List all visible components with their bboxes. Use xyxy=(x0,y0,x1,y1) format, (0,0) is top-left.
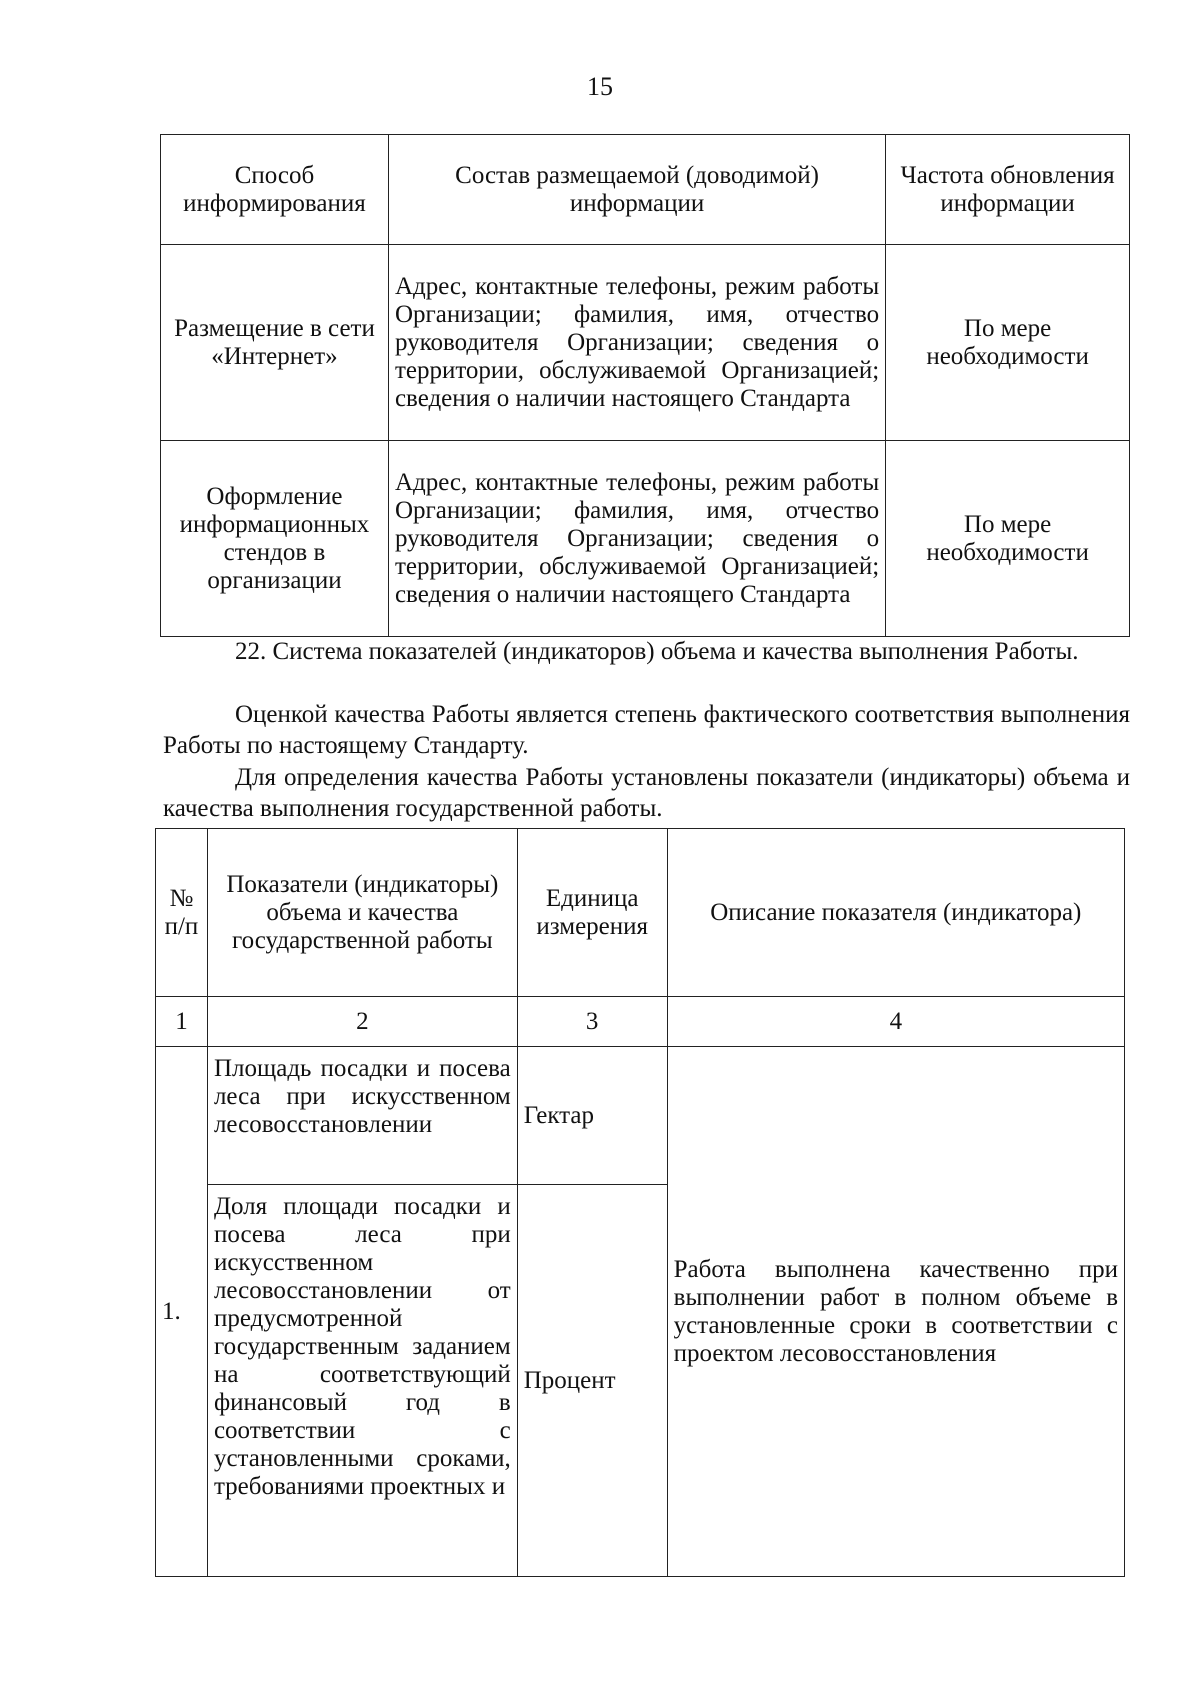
method-cell: Оформление информационных стендов в организации xyxy=(161,441,389,637)
column-number: 3 xyxy=(517,997,667,1047)
frequency-cell: По мере необходимости xyxy=(886,441,1130,637)
paragraph-text: Оценкой качества Работы является степень фактического соответствия выполнения Работы по настоящему Стандарту. xyxy=(163,701,1130,759)
content-cell: Адрес, контактные телефоны, режим работы Организации; фамилия, имя, отчество руководителя Организации; сведения о территории, обслуживаемой Организацией; сведения о наличии настоящего Стандарта xyxy=(388,441,885,637)
column-number: 1 xyxy=(156,997,208,1047)
table-row xyxy=(156,1047,1125,1185)
description-cell: Работа выполнена качественно при выполнении работ в полном объеме в установленные сроки в соответствии с проектом лесовосстановления xyxy=(667,1047,1124,1577)
information-methods-table xyxy=(160,134,1130,637)
header-content: Состав размещаемой (доводимой) информации xyxy=(388,135,885,245)
header-frequency: Частота обновления информации xyxy=(886,135,1130,245)
indicators-table xyxy=(155,828,1125,1577)
paragraph-quality xyxy=(163,699,1130,761)
header-description: Описание показателя (индикатора) xyxy=(667,829,1124,997)
header-unit: Единица измерения xyxy=(517,829,667,997)
table-header-row xyxy=(156,829,1125,997)
frequency-cell: По мере необходимости xyxy=(886,245,1130,441)
table-header-row xyxy=(161,135,1130,245)
indicator-cell: Доля площади посадки и посева леса при искусственном лесовосстановлении от предусмотренной государственным заданием на соответствующий финансовый год в соответствии с установленными сроками, требованиями проектных и xyxy=(207,1185,517,1577)
column-numbers-row xyxy=(156,997,1125,1047)
content-cell: Адрес, контактные телефоны, режим работы Организации; фамилия, имя, отчество руководителя Организации; сведения о территории, обслуживаемой Организацией; сведения о наличии настоящего Стандарта xyxy=(388,245,885,441)
indicator-cell: Площадь посадки и посева леса при искусственном лесовосстановлении xyxy=(207,1047,517,1185)
header-method: Способ информирования xyxy=(161,135,389,245)
method-cell: Размещение в сети «Интернет» xyxy=(161,245,389,441)
paragraph-22 xyxy=(163,636,1130,667)
unit-cell: Гектар xyxy=(517,1047,667,1185)
table-row xyxy=(161,441,1130,637)
paragraph-text: Для определения качества Работы установлены показатели (индикаторы) объема и качества выполнения государственной работы. xyxy=(163,764,1130,822)
unit-cell: Процент xyxy=(517,1185,667,1577)
page-number: 15 xyxy=(587,72,613,101)
column-number: 4 xyxy=(667,997,1124,1047)
header-indicator: Показатели (индикаторы) объема и качества государственной работы xyxy=(207,829,517,997)
paragraph-indicators xyxy=(163,762,1130,824)
paragraph-text: 22. Система показателей (индикаторов) объема и качества выполнения Работы. xyxy=(235,638,1079,665)
table-row xyxy=(161,245,1130,441)
column-number: 2 xyxy=(207,997,517,1047)
row-number-cell: 1. xyxy=(156,1047,208,1577)
header-number: № п/п xyxy=(156,829,208,997)
